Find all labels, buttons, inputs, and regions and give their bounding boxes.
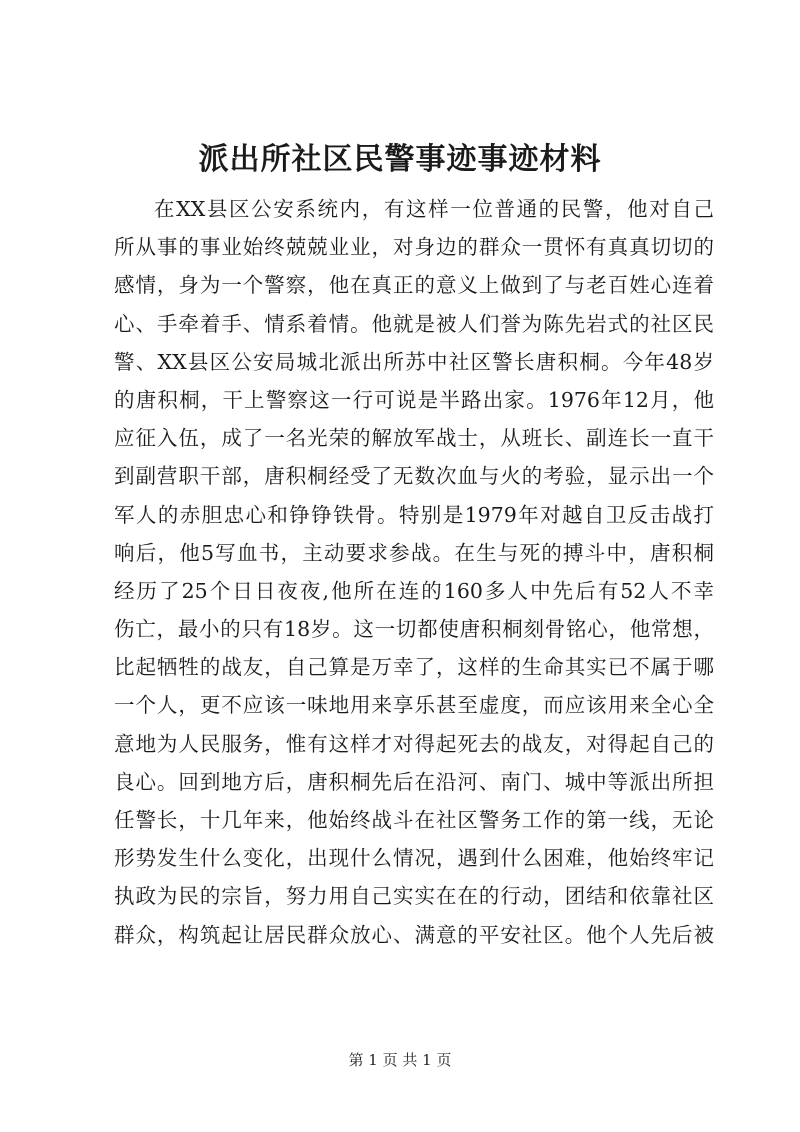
body-line: 所从事的事业始终兢兢业业，对身边的群众一贯怀有真真切切的 xyxy=(114,235,714,260)
body-line: 良心。回到地方后，唐积桐先后在沿河、南门、城中等派出所担 xyxy=(114,769,714,794)
body-line: 经历了25个日日夜夜,他所在连的160多人中先后有52人不幸 xyxy=(114,578,714,603)
body-line: 军人的赤胆忠心和铮铮铁骨。特别是1979年对越自卫反击战打 xyxy=(114,502,714,527)
body-line: 任警长，十几年来，他始终战斗在社区警务工作的第一线，无论 xyxy=(114,808,714,832)
page-number-footer: 第 1 页 共 1 页 xyxy=(348,1051,452,1069)
body-line: 意地为人民服务，惟有这样才对得起死去的战友，对得起自己的 xyxy=(114,731,714,756)
body-line: 响后，他5写血书，主动要求参战。在生与死的搏斗中，唐积桐 xyxy=(114,540,714,565)
body-line: 比起牺牲的战友，自己算是万幸了，这样的生命其实已不属于哪 xyxy=(114,655,714,680)
body-line: 的唐积桐，干上警察这一行可说是半路出家。1976年12月，他 xyxy=(114,387,714,412)
body-line: 执政为民的宗旨，努力用自己实实在在的行动，团结和依靠社区 xyxy=(114,884,714,909)
body-line: 群众，构筑起让居民群众放心、满意的平安社区。他个人先后被 xyxy=(114,922,714,947)
body-line: 到副营职干部，唐积桐经受了无数次血与火的考验，显示出一个 xyxy=(114,464,714,489)
body-line: 应征入伍，成了一名光荣的解放军战士，从班长、副连长一直干 xyxy=(114,426,714,451)
body-line: 伤亡，最小的只有18岁。这一切都使唐积桐刻骨铭心，他常想， xyxy=(114,617,714,642)
body-line: 在XX县区公安系统内，有这样一位普通的民警，他对自己 xyxy=(154,197,714,221)
document-title: 派出所社区民警事迹事迹材料 xyxy=(198,142,602,177)
body-line: 心、手牵着手、情系着情。他就是被人们誉为陈先岩式的社区民 xyxy=(114,311,714,336)
body-line: 感情，身为一个警察，他在真正的意义上做到了与老百姓心连着 xyxy=(114,273,714,298)
document-body xyxy=(114,190,714,954)
body-line: 一个人，更不应该一味地用来享乐甚至虚度，而应该用来全心全 xyxy=(114,693,714,718)
body-line: 形势发生什么变化，出现什么情况，遇到什么困难，他始终牢记 xyxy=(114,846,714,871)
body-line: 警、XX县区公安局城北派出所苏中社区警长唐积桐。今年48岁 xyxy=(114,349,714,374)
